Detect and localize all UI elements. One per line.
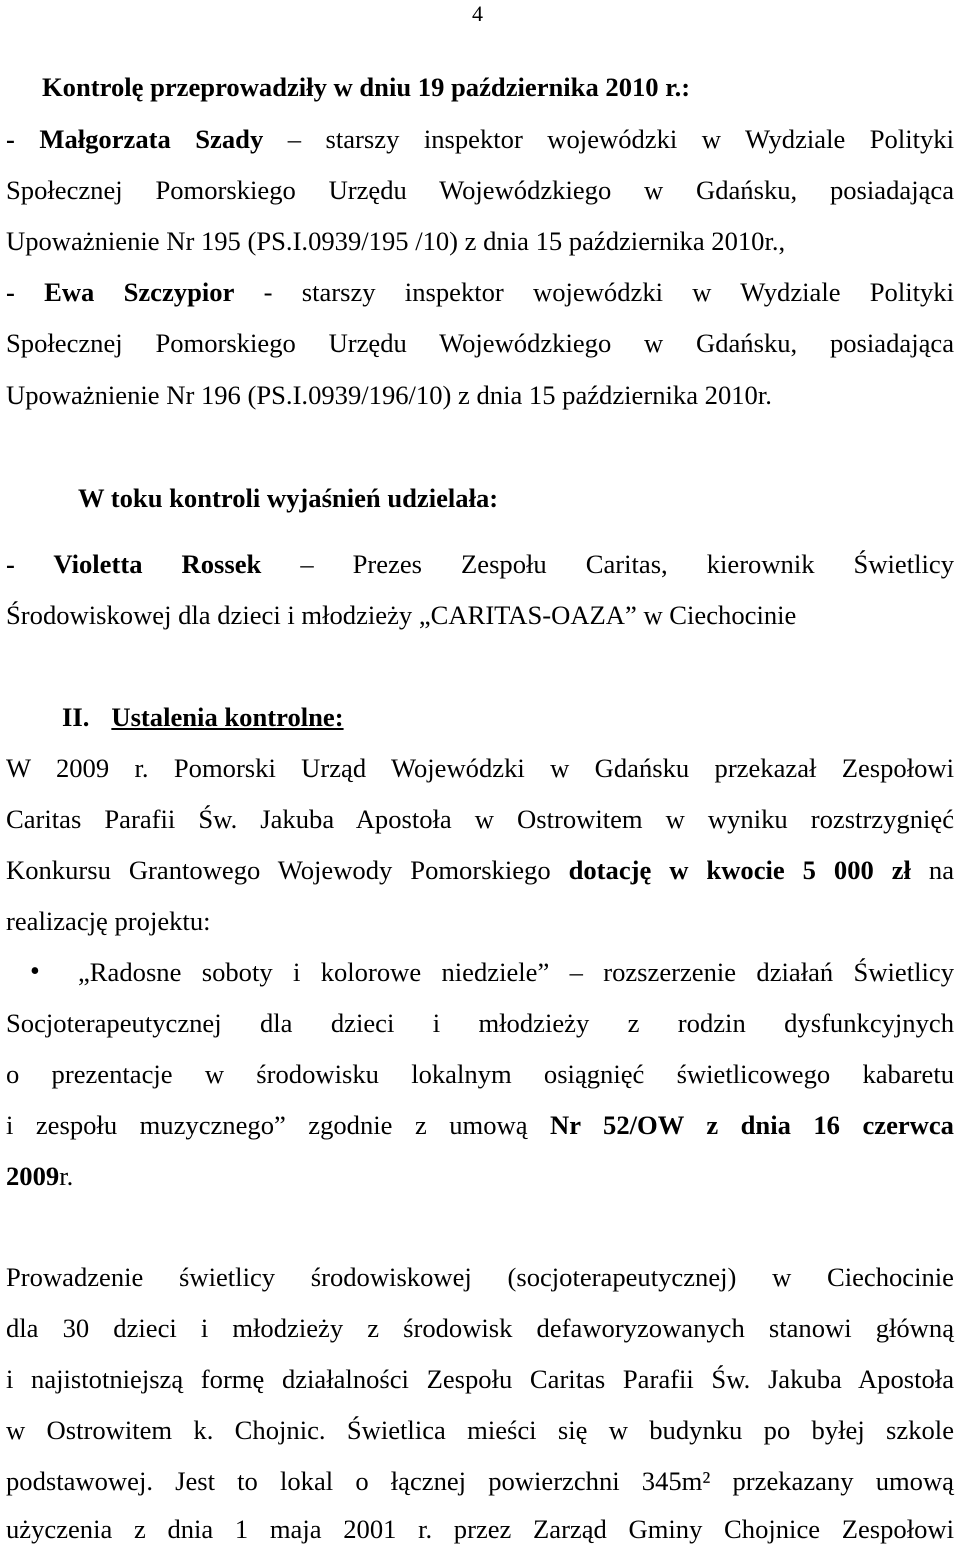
explainer-prefix: - (6, 549, 54, 579)
project-line2: Socjoterapeutycznej dla dzieci i młodzieży z rodzin dysfunkcyjnych (6, 1008, 954, 1038)
section-2-heading (62, 702, 960, 732)
description-line5: podstawowej. Jest to lokal o łącznej powierzchni 345m² przekazany umową (6, 1466, 954, 1496)
project-line5 (6, 1161, 954, 1191)
explainer-name: Violetta Rossek (53, 549, 262, 579)
control-header: Kontrolę przeprowadziły w dniu 19 października 2010 r.: (42, 72, 691, 102)
description-line3: i najistotniejszą formę działalności Zespołu Caritas Parafii Św. Jakuba Apostoła (6, 1364, 954, 1394)
funding-line1: W 2009 r. Pomorski Urząd Wojewódzki w Gdańsku przekazał Zespołowi (6, 753, 954, 783)
funding-line3 (6, 855, 954, 885)
explanations-header: W toku kontroli wyjaśnień udzielała: (78, 483, 499, 513)
explainer-rest: – Prezes Zespołu Caritas, kierownik Świetlicy (261, 549, 954, 579)
funding-line3-post: na (910, 855, 954, 885)
project-line1: „Radosne soboty i kolorowe niedziele” – rozszerzenie działań Świetlicy (78, 957, 954, 987)
project-line4-pre: i zespołu muzycznego” zgodnie z umową (6, 1110, 551, 1140)
inspector2-line2: Społecznej Pomorskiego Urzędu Wojewódzkiego w Gdańsku, posiadająca (6, 328, 954, 358)
contract-number: Nr 52/OW z dnia 16 czerwca (550, 1110, 954, 1140)
contract-year: 2009 (6, 1161, 60, 1191)
project-bullet: • (30, 956, 40, 987)
inspector1-name: Małgorzata Szady (39, 124, 264, 154)
page-number: 4 (472, 1, 483, 26)
project-line3: o prezentacje w środowisku lokalnym osiągnięć świetlicowego kabaretu (6, 1059, 954, 1089)
inspector1-prefix: - (6, 124, 40, 154)
inspector2-name: Ewa Szczypior (44, 277, 235, 307)
description-line1: Prowadzenie świetlicy środowiskowej (socjoterapeutycznej) w Ciechocinie (6, 1262, 954, 1292)
inspector2-line3: Upoważnienie Nr 196 (PS.I.0939/196/10) z dnia 15 października 2010r. (6, 380, 772, 410)
inspector2-prefix: - (6, 277, 45, 307)
project-line4 (6, 1110, 954, 1140)
inspector1-line1 (6, 124, 954, 154)
section-2-number: II. (62, 702, 90, 732)
funding-amount: dotację w kwocie 5 000 zł (568, 855, 911, 885)
inspector1-rest: – starszy inspektor wojewódzki w Wydziale Polityki (263, 124, 954, 154)
explainer-line2: Środowiskowej dla dzieci i młodzieży „CARITAS-OAZA” w Ciechocinie (6, 600, 797, 630)
inspector1-line2: Społecznej Pomorskiego Urzędu Wojewódzkiego w Gdańsku, posiadająca (6, 175, 954, 205)
funding-line4: realizację projektu: (6, 906, 211, 936)
description-line2: dla 30 dzieci i młodzieży z środowisk defaworyzowanych stanowi główną (6, 1313, 954, 1343)
description-line6: użyczenia z dnia 1 maja 2001 r. przez Zarząd Gminy Chojnice Zespołowi (6, 1514, 954, 1544)
inspector1-line3: Upoważnienie Nr 195 (PS.I.0939/195 /10) z dnia 15 października 2010r., (6, 226, 786, 256)
funding-line2: Caritas Parafii Św. Jakuba Apostoła w Ostrowitem w wyniku rozstrzygnięć (6, 804, 954, 834)
description-line4: w Ostrowitem k. Chojnic. Świetlica mieści się w budynku po byłej szkole (6, 1415, 954, 1445)
explainer-line1 (6, 549, 954, 579)
inspector2-rest: - starszy inspektor wojewódzki w Wydziale Polityki (234, 277, 954, 307)
funding-line3-pre: Konkursu Grantowego Wojewody Pomorskiego (6, 855, 569, 885)
inspector2-line1 (6, 277, 954, 307)
section-2-title: Ustalenia kontrolne: (111, 702, 344, 732)
project-line5-post: r. (59, 1161, 74, 1191)
